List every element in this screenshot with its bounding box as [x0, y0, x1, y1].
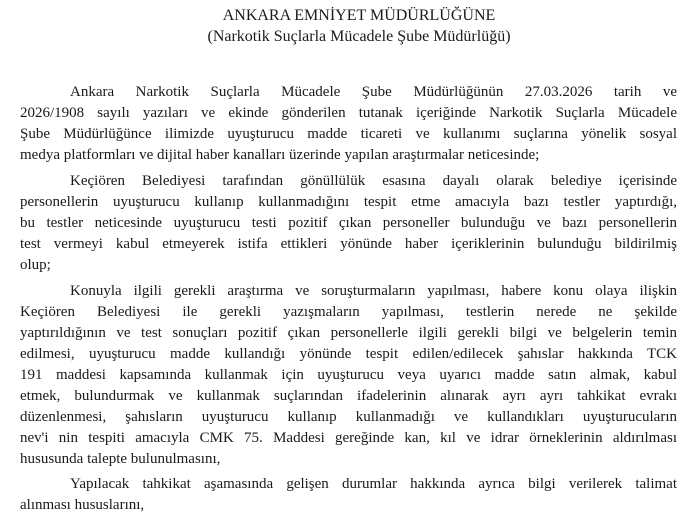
body-line: Yapılacak tahkikat aşamasında gelişen durumlar hakkında ayrıca bilgi verilerek talimat [70, 476, 677, 492]
body-line: alınması hususlarını, [20, 497, 145, 513]
body-line: hususunda talepte bulunulmasını, [20, 451, 221, 467]
body-line: nev'i nin tespiti amacıyla CMK 75. Maddesi gereğinde kan, kıl ve idrar örneklerinin aldırılması [20, 430, 677, 446]
body-line: Şube Müdürlüğünce ilimizde uyuşturucu madde ticareti ve kullanımı suçlarına yönelik sosyal [20, 126, 677, 142]
body-line: Keçiören Belediyesi tarafından gönüllülük esasına dayalı olarak belediye içerisinde [70, 173, 677, 189]
body-line: 2026/1908 sayılı yazıları ve ekinde gönderilen tutanak içeriğinde Narkotik Suçlarla Mücadele [20, 105, 677, 121]
body-line: yaptırıldığının ve test sonuçları pozitif çıkan personellerle ilgili gerekli bilgi ve belgelerin temin [20, 325, 677, 341]
body-line: test vermeyi kabul etmeyerek istifa ettikleri yönünde haber içeriklerinin bulunduğu bildirilmiş [20, 236, 677, 252]
body-line: bu testler neticesinde uyuşturucu testi pozitif çıkan personeller bulunduğu ve bazı personellerin [20, 215, 677, 231]
body-line: edilmesi, uyuşturucu madde kullandığı yönünde tespit edilen/edilecek şahıslar hakkında TCK [20, 346, 677, 362]
document-heading: ANKARA EMNİYET MÜDÜRLÜĞÜNE [222, 7, 496, 24]
body-line: Keçiören Belediyesi ile gerekli yazışmaların yapılması, testlerin nerede ne şekilde [20, 304, 677, 320]
body-line: olup; [20, 257, 51, 273]
body-line: Konuyla ilgili gerekli araştırma ve soruşturmaların yapılması, habere konu olaya ilişkin [70, 283, 677, 299]
body-line: Ankara Narkotik Suçlarla Mücadele Şube Müdürlüğünün 27.03.2026 tarih ve [70, 84, 677, 100]
body-line: medya platformları ve dijital haber kanalları üzerinde yapılan araştırmalar neticesinde; [20, 147, 540, 163]
document-subheading: (Narkotik Suçlarla Mücadele Şube Müdürlüğü) [207, 28, 511, 45]
body-line: düzenlenmesi, şahısların uyuşturucu kullanıp kullanmadığı ve kullandıkları uyuşturucuların [20, 409, 677, 425]
body-line: personellerin uyuşturucu kullanıp kullanmadığını tespit etme amacıyla bazı testler yaptırdığı, [20, 194, 677, 210]
body-line: etmek, bulundurmak ve kullanmak suçlarından ifadelerinin alınarak ayrı ayrı tahkikat evrakı [20, 388, 677, 404]
body-line: 191 maddesi kapsamında kullanmak için uyuşturucu veya uyarıcı madde satın almak, kabul [20, 367, 677, 383]
